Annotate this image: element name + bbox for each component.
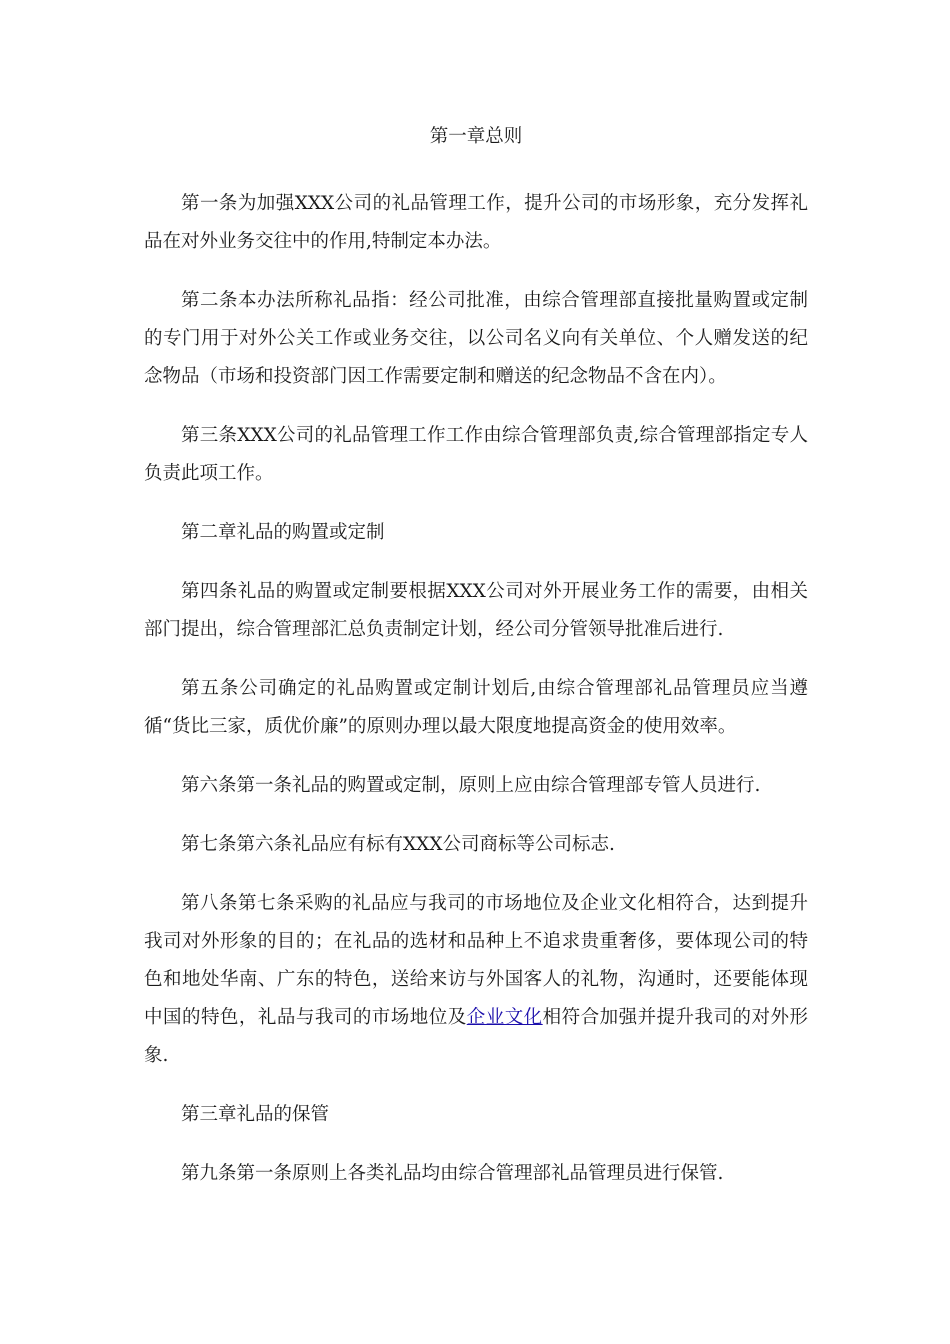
article-9: 第九条第一条原则上各类礼品均由综合管理部礼品管理员进行保管. — [181, 1163, 724, 1184]
article-8-text-end: 相符合加强并提升我司的对外形象. — [144, 1007, 808, 1066]
article-6: 第六条第一条礼品的购置或定制，原则上应由综合管理部专管人员进行. — [181, 775, 761, 796]
chapter-3-title: 第三章礼品的保管 — [181, 1104, 330, 1125]
article-7: 第七条第六条礼品应有标有XXX公司商标等公司标志. — [181, 834, 615, 855]
article-3: 第三条XXX公司的礼品管理工作工作由综合管理部负责,综合管理部指定专人负责此项工作。 — [144, 425, 808, 484]
document-body — [144, 122, 808, 1214]
article-1: 第一条为加强XXX公司的礼品管理工作，提升公司的市场形象，充分发挥礼品在对外业务交往中的作用,特制定本办法。 — [144, 193, 808, 252]
article-8-text-start: 第八条第七条采购的礼品应与我司的市场地位及企业文化相符合，达到提升我司对外形象的目的；在礼品的选材和品种上不追求贵重奢侈，要体现公司的特色和地处华南、广东的特色，送给来访与外国客人的礼物，沟通时，还要能体现中国的特色，礼品与我司的市场地位及 — [144, 893, 808, 1028]
chapter-2-title: 第二章礼品的购置或定制 — [181, 522, 385, 543]
article-5: 第五条公司确定的礼品购置或定制计划后,由综合管理部礼品管理员应当遵循“货比三家，质优价廉”的原则办理以最大限度地提高资金的使用效率。 — [144, 678, 808, 737]
article-8 — [144, 885, 808, 1075]
article-2: 第二条本办法所称礼品指：经公司批准，由综合管理部直接批量购置或定制的专门用于对外公关工作或业务交往，以公司名义向有关单位、个人赠发送的纪念物品（市场和投资部门因工作需要定制和赠送的纪念物品不含在内）。 — [144, 290, 808, 387]
article-4: 第四条礼品的购置或定制要根据XXX公司对外开展业务工作的需要，由相关部门提出，综合管理部汇总负责制定计划，经公司分管领导批准后进行. — [144, 581, 808, 640]
corporate-culture-link[interactable]: 企业文化 — [466, 1007, 543, 1028]
chapter-1-title: 第一章总则 — [429, 126, 523, 147]
